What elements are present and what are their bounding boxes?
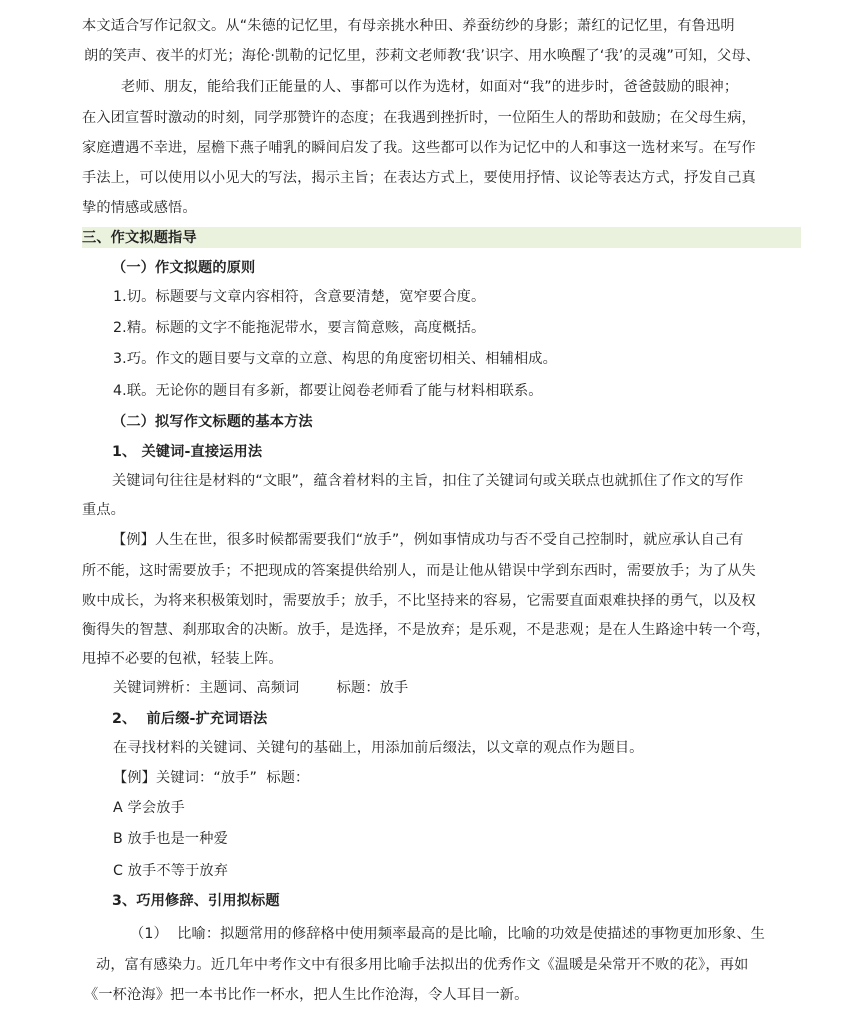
list-item: 4.联。无论你的题目有多新，都要让阅卷老师看了能与材料相联系。 (113, 383, 543, 399)
example-line: 甩掉不必要的包袱，轻装上阵。 (82, 651, 283, 667)
section-heading: 三、作文拟题指导 (82, 230, 197, 246)
method-heading: 3、巧用修辞、引用拟标题 (112, 893, 280, 909)
paragraph-line: 关键词句往往是材料的“文眼”，蕴含着材料的主旨，扣住了关键词句或关联点也就抓住了作文的写作 (112, 473, 744, 489)
paragraph-line: 《一杯沧海》把一本书比作一杯水，把人生比作沧海，令人耳目一新。 (84, 987, 529, 1003)
example-line: 衡得失的智慧、刹那取舍的决断。放手，是选择，不是放弃；是乐观，不是悲观；是在人生路途中转一个弯， (82, 622, 771, 638)
paragraph-line: 在寻找材料的关键词、关键句的基础上，用添加前后缀法，以文章的观点作为题目。 (113, 740, 644, 756)
list-item: 1.切。标题要与文章内容相符，含意要清楚，宽窄要合度。 (113, 289, 486, 305)
subsection-heading: （一）作文拟题的原则 (112, 260, 256, 276)
paragraph-line: 朗的笑声、夜半的灯光；海伦·凯勒的记忆里，莎莉文老师教‘我’识字、用水唤醒了‘我’的灵魂”可知，父母、 (84, 48, 760, 64)
list-item: 3.巧。作文的题目要与文章的立意、构思的角度密切相关、相辅相成。 (113, 351, 557, 367)
paragraph-line: 动，富有感染力。近几年中考作文中有很多用比喻手法拟出的优秀作文《温暖是朵常开不败的花》，再如 (96, 957, 749, 973)
method-heading: 1、 关键词-直接运用法 (112, 444, 263, 460)
paragraph-line: 挚的情感或感悟。 (82, 200, 197, 216)
list-item: 2.精。标题的文字不能拖泥带水，要言简意赅，高度概括。 (113, 320, 486, 336)
keyword-analysis: 关键词辨析：主题词、高频词 标题：放手 (113, 680, 409, 696)
subsection-heading: （二）拟写作文标题的基本方法 (112, 414, 313, 430)
paragraph-line: 手法上，可以使用以小见大的写法，揭示主旨；在表达方式上，要使用抒情、议论等表达方式，抒发自己真 (82, 170, 756, 186)
paragraph-line: 家庭遭遇不幸进，屋檐下燕子哺乳的瞬间启发了我。这些都可以作为记忆中的人和事这一选材来写。在写作 (82, 140, 756, 156)
example-line: 败中成长，为将来积极策划时，需要放手；放手，不比坚持来的容易，它需要直面艰难抉择的勇气，以及权 (82, 593, 756, 609)
paragraph-line: 在入团宣誓时激动的时刻，同学那赞许的态度；在我遇到挫折时，一位陌生人的帮助和鼓励；在父母生病， (82, 110, 756, 126)
paragraph-line: 本文适合写作记叙文。从“朱德的记忆里，有母亲挑水种田、养蚕纺纱的身影；萧红的记忆里，有鲁迅明 (82, 18, 735, 34)
paragraph-line: 重点。 (82, 502, 126, 518)
method-heading: 2、 前后缀-扩充词语法 (112, 711, 268, 727)
paragraph-line: （1） 比喻：拟题常用的修辞格中使用频率最高的是比喻，比喻的功效是使描述的事物更加形象、生 (130, 926, 766, 942)
paragraph-line: 老师、朋友，能给我们正能量的人、事都可以作为选材，如面对“我”的进步时，爸爸鼓励的眼神； (121, 79, 739, 95)
example-line: 【例】人生在世，很多时候都需要我们“放手”，例如事情成功与否不受自己控制时，就应承认自己有 (112, 532, 744, 548)
title-option: B 放手也是一种爱 (113, 831, 228, 847)
example-line: 所不能，这时需要放手；不把现成的答案提供给别人，而是让他从错误中学到东西时，需要放手；为了从失 (82, 563, 756, 579)
title-option: A 学会放手 (113, 800, 185, 816)
example-line: 【例】关键词：“放手” 标题： (113, 770, 310, 786)
title-option: C 放手不等于放弃 (113, 863, 229, 879)
